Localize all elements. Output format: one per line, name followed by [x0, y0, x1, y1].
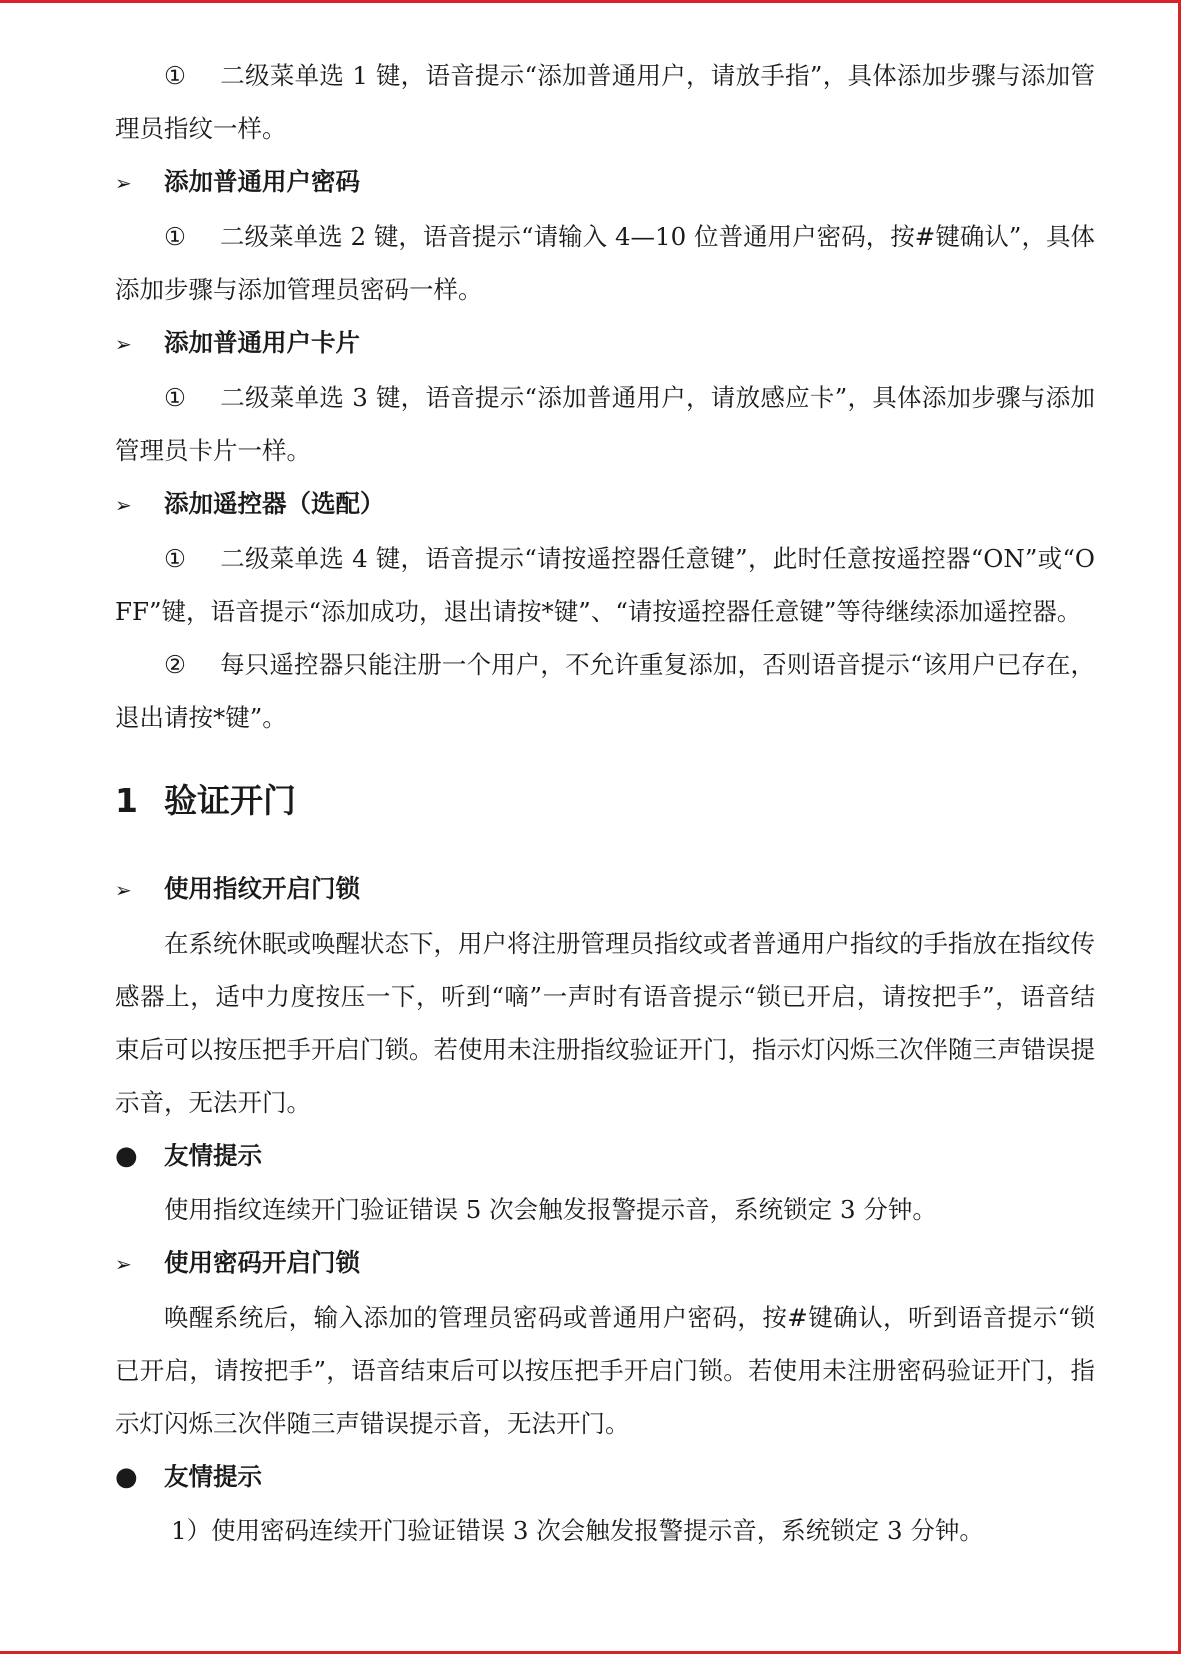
- heading-fingerprint-open: [115, 862, 1095, 917]
- section-number: 1: [115, 781, 138, 820]
- paragraph-text: 二级菜单选 3 键，语音提示“添加普通用户，请放感应卡”，具体添加步骤与添加管理员卡片一样。: [115, 383, 1095, 465]
- paragraph-remote-one-user: [115, 638, 1095, 744]
- circled-number-1: ①: [164, 61, 186, 90]
- circled-number-2: ②: [164, 650, 186, 679]
- paragraph-password-tip: 1）使用密码连续开门验证错误 3 次会触发报警提示音，系统锁定 3 分钟。: [171, 1516, 984, 1545]
- circled-number-1: ①: [164, 222, 186, 251]
- paragraph-text: 二级菜单选 2 键，语音提示“请输入 4—10 位普通用户密码，按#键确认”，具体添加步骤与添加管理员密码一样。: [115, 222, 1095, 304]
- dot-bullet-icon: ●: [115, 1141, 138, 1171]
- heading-text: 添加普通用户卡片: [164, 328, 360, 357]
- heading-password-open: [115, 1236, 1095, 1291]
- paragraph-add-user-password: [115, 210, 1095, 316]
- heading-text: 添加遥控器（选配）: [164, 489, 385, 518]
- paragraph-add-user-fingerprint: [115, 49, 1095, 155]
- paragraph-text: 二级菜单选 4 键，语音提示“请按遥控器任意键”，此时任意按遥控器“ON”或“OFF”键，语音提示“添加成功，退出请按*键”、“请按遥控器任意键”等待继续添加遥控器。: [115, 544, 1095, 626]
- heading-add-user-password: [115, 155, 1095, 210]
- page-content: [115, 49, 1095, 1557]
- heading-add-remote: [115, 477, 1095, 532]
- heading-friendly-tip: [115, 1450, 1095, 1504]
- heading-text: 使用指纹开启门锁: [164, 874, 360, 903]
- paragraph-fingerprint-open: 在系统休眠或唤醒状态下，用户将注册管理员指纹或者普通用户指纹的手指放在指纹传感器上，适中力度按压一下，听到“嘀”一声时有语音提示“锁已开启，请按把手”，语音结束后可以按压把手开启门锁。若使用未注册指纹验证开门，指示灯闪烁三次伴随三声错误提示音，无法开门。: [115, 929, 1095, 1117]
- arrow-bullet-icon: ➢: [115, 332, 132, 356]
- arrow-bullet-icon: ➢: [115, 171, 132, 195]
- arrow-bullet-icon: ➢: [115, 493, 132, 517]
- paragraph-add-user-card: [115, 371, 1095, 477]
- heading-add-user-card: [115, 316, 1095, 371]
- heading-text: 添加普通用户密码: [164, 167, 360, 196]
- section-title-verify-open: [115, 774, 1095, 828]
- section-title-text: 验证开门: [164, 781, 296, 820]
- heading-text: 使用密码开启门锁: [164, 1248, 360, 1277]
- paragraph-text: 每只遥控器只能注册一个用户，不允许重复添加，否则语音提示“该用户已存在，退出请按*键”。: [115, 650, 1095, 732]
- heading-text: 友情提示: [164, 1141, 262, 1170]
- dot-bullet-icon: ●: [115, 1462, 138, 1492]
- paragraph-text: 二级菜单选 1 键，语音提示“添加普通用户，请放手指”，具体添加步骤与添加管理员指纹一样。: [115, 61, 1095, 143]
- heading-friendly-tip: [115, 1129, 1095, 1183]
- paragraph-add-remote: [115, 532, 1095, 638]
- circled-number-1: ①: [164, 383, 186, 412]
- heading-text: 友情提示: [164, 1462, 262, 1491]
- paragraph-fingerprint-tip: 使用指纹连续开门验证错误 5 次会触发报警提示音，系统锁定 3 分钟。: [164, 1195, 937, 1224]
- arrow-bullet-icon: ➢: [115, 1252, 132, 1276]
- arrow-bullet-icon: ➢: [115, 878, 132, 902]
- circled-number-1: ①: [164, 544, 186, 573]
- paragraph-password-open: 唤醒系统后，输入添加的管理员密码或普通用户密码，按#键确认，听到语音提示“锁已开启，请按把手”，语音结束后可以按压把手开启门锁。若使用未注册密码验证开门，指示灯闪烁三次伴随三声错误提示音，无法开门。: [115, 1303, 1095, 1438]
